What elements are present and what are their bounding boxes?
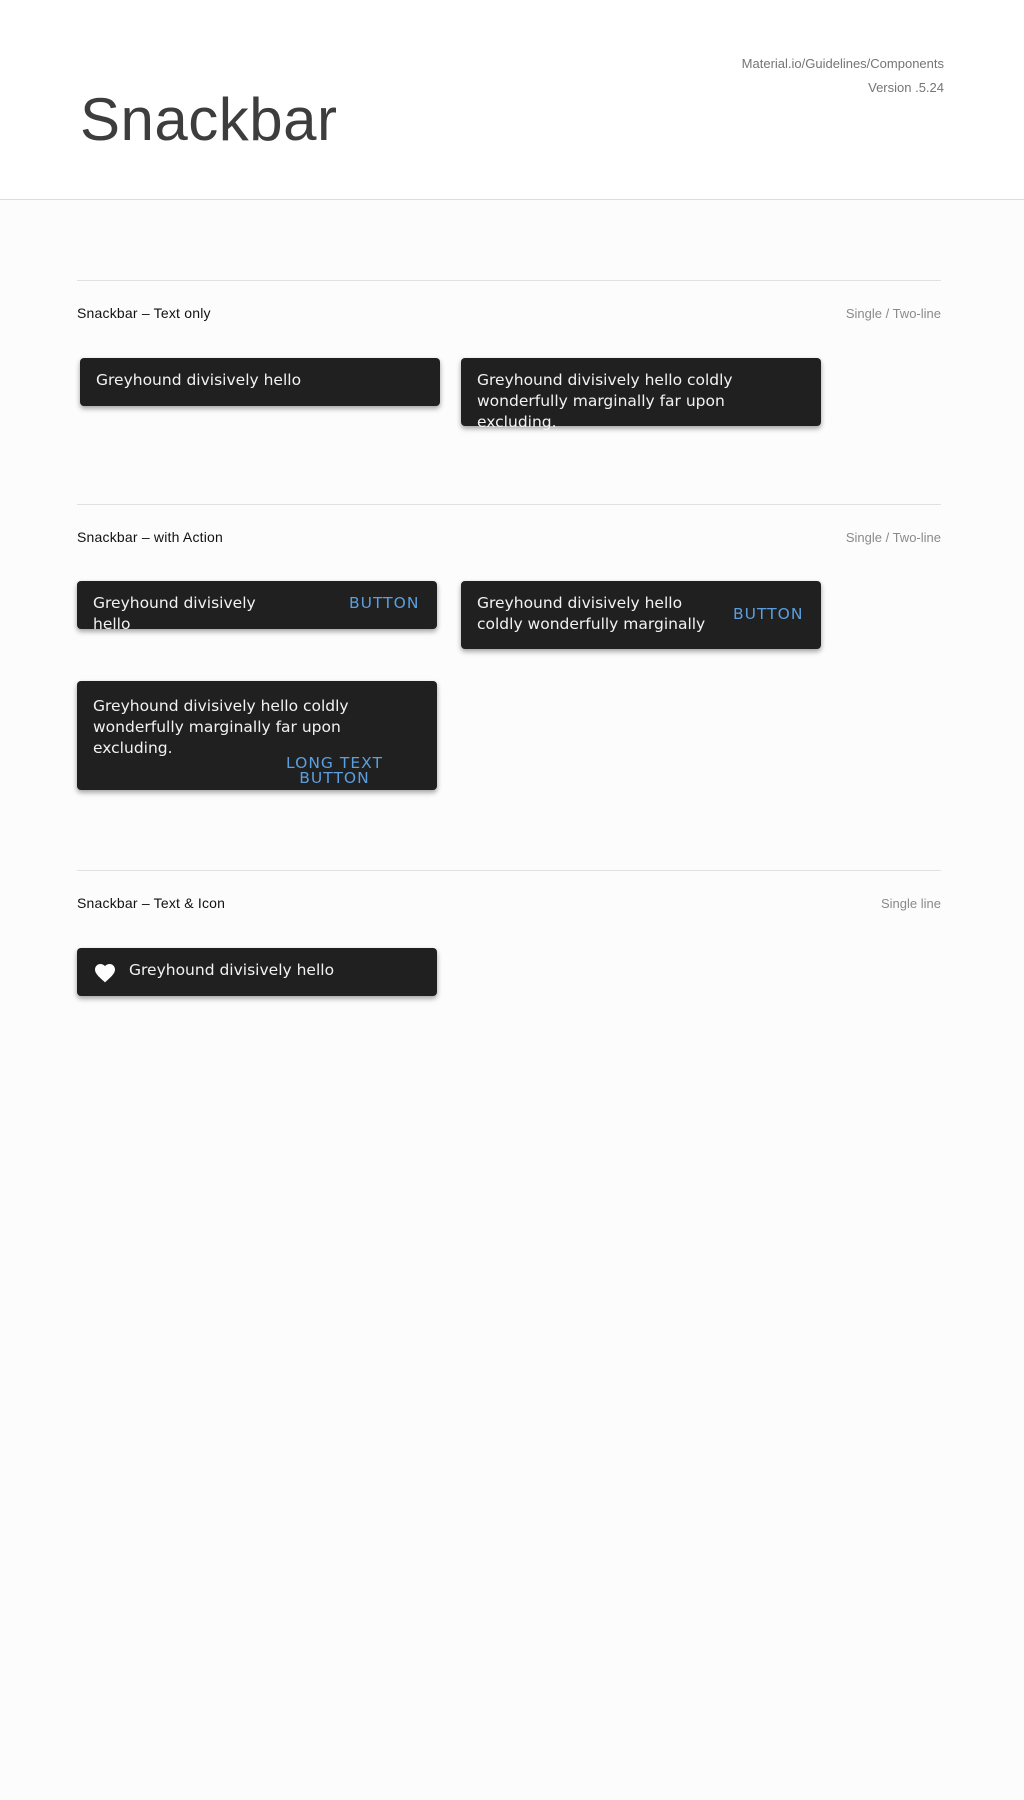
page-header — [0, 0, 1024, 200]
header-meta — [742, 52, 944, 100]
section-note: Single line — [881, 896, 941, 911]
snackbar-with-icon — [77, 948, 437, 996]
section-title: Snackbar – Text only — [77, 305, 211, 321]
section-note: Single / Two-line — [845, 306, 941, 321]
snackbar-message: Greyhound divisively hello — [96, 371, 302, 389]
section-title: Snackbar – with Action — [77, 529, 224, 545]
snackbar-action-single-line — [77, 581, 437, 633]
snackbar-action-button[interactable]: BUTTON — [733, 605, 804, 623]
section-with-action — [77, 504, 941, 545]
snackbar-message: Greyhound divisively hello coldly wonderfully marginally — [477, 594, 706, 633]
snackbar-message: Greyhound divisively hello coldly wonderfully marginally far upon excluding. — [93, 697, 349, 757]
section-text-only — [77, 280, 941, 321]
snackbar-long-action-button[interactable]: LONG TEXT BUTTON — [286, 754, 383, 787]
snackbar-message: Greyhound divisively hello — [93, 594, 256, 633]
section-note: Single / Two-line — [845, 530, 941, 545]
snackbar-action-button[interactable]: BUTTON — [349, 594, 420, 612]
snackbar-action-two-line — [461, 581, 821, 649]
snackbar-action-long — [77, 681, 437, 790]
version-label: Version .5.24 — [868, 80, 944, 95]
page-title: Snackbar — [80, 86, 338, 153]
source-path: Material.io/Guidelines/Components — [741, 56, 944, 71]
snackbar-message: Greyhound divisively hello — [129, 961, 335, 979]
heart-icon — [93, 961, 117, 983]
section-title: Snackbar – Text & Icon — [77, 895, 226, 911]
snackbar-two-line — [461, 358, 821, 431]
snackbar-single-line — [80, 358, 440, 406]
snackbar-message: Greyhound divisively hello coldly wonderfully marginally far upon excluding. — [477, 371, 733, 431]
section-text-and-icon — [77, 870, 941, 911]
